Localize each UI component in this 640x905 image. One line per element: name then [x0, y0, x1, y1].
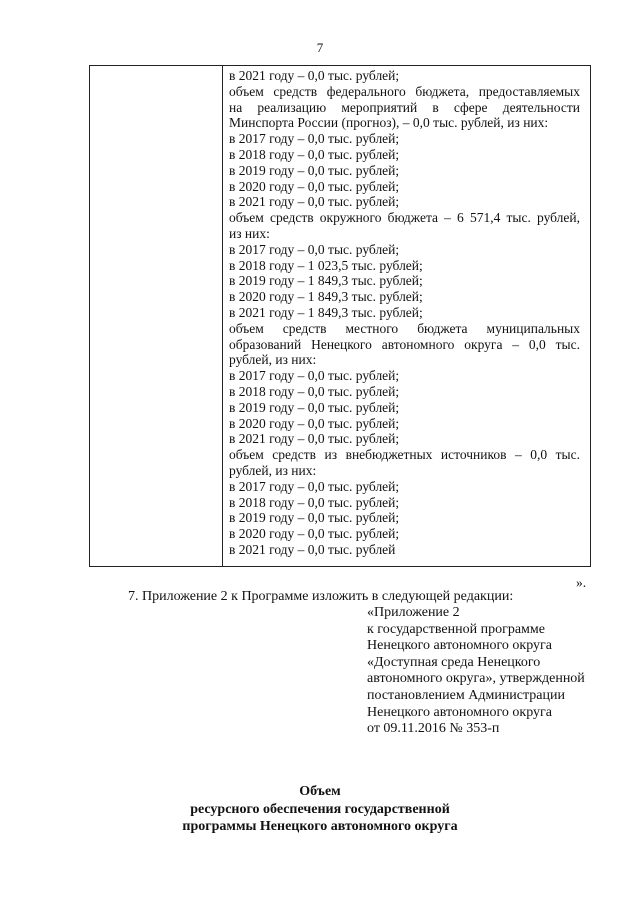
table-line: в 2019 году – 0,0 тыс. рублей;	[229, 399, 400, 415]
heading-line: программы Ненецкого автономного округа	[182, 819, 458, 834]
funding-table	[89, 65, 591, 567]
table-line: в 2018 году – 0,0 тыс. рублей;	[229, 494, 400, 510]
appendix-line: Ненецкого автономного округа	[367, 638, 552, 654]
closing-quote: ».	[576, 575, 587, 590]
table-line: образований Ненецкого автономного округа – 0,0 тыс.	[229, 336, 580, 352]
section-heading	[0, 783, 640, 836]
table-line: рублей, из них:	[229, 462, 317, 478]
table-line: в 2021 году – 0,0 тыс. рублей	[229, 541, 396, 557]
appendix-line: от 09.11.2016 № 353-п	[367, 721, 500, 737]
table-line: в 2017 году – 0,0 тыс. рублей;	[229, 368, 400, 384]
amendment-instruction: 7. Приложение 2 к Программе изложить в следующей редакции:	[128, 589, 514, 604]
appendix-line: «Доступная среда Ненецкого	[367, 654, 541, 670]
table-line: в 2017 году – 0,0 тыс. рублей;	[229, 478, 400, 494]
table-line: в 2018 году – 0,0 тыс. рублей;	[229, 383, 400, 399]
table-line: в 2019 году – 0,0 тыс. рублей;	[229, 162, 400, 178]
table-line: в 2021 году – 0,0 тыс. рублей;	[229, 431, 400, 447]
table-line: в 2021 году – 0,0 тыс. рублей;	[229, 68, 400, 83]
table-line: на реализацию мероприятий в сфере деятельности	[229, 99, 580, 115]
appendix-reference	[367, 605, 585, 738]
table-line: в 2021 году – 1 849,3 тыс. рублей;	[229, 304, 423, 320]
table-line: в 2017 году – 0,0 тыс. рублей;	[229, 241, 400, 257]
table-line: объем средств местного бюджета муниципальных	[229, 320, 580, 336]
page-number: 7	[316, 40, 324, 55]
table-left-cell	[90, 66, 223, 566]
table-right-cell	[229, 68, 580, 558]
table-line: рублей, из них:	[229, 352, 317, 368]
table-line: в 2020 году – 0,0 тыс. рублей;	[229, 178, 400, 194]
table-line: в 2019 году – 1 849,3 тыс. рублей;	[229, 273, 423, 289]
table-line: в 2020 году – 0,0 тыс. рублей;	[229, 526, 400, 542]
table-line: объем средств из внебюджетных источников – 0,0 тыс.	[229, 447, 580, 463]
table-line: в 2020 году – 0,0 тыс. рублей;	[229, 415, 400, 431]
appendix-line: автономного округа», утвержденной	[367, 671, 585, 687]
table-line: из них:	[229, 225, 270, 241]
heading-line: ресурсного обеспечения государственной	[190, 801, 450, 817]
appendix-line: к государственной программе	[367, 621, 545, 637]
appendix-line: Ненецкого автономного округа	[367, 704, 552, 720]
table-line: объем средств окружного бюджета – 6 571,4 тыс. рублей,	[229, 210, 580, 226]
table-line: в 2019 году – 0,0 тыс. рублей;	[229, 510, 400, 526]
table-line: в 2017 году – 0,0 тыс. рублей;	[229, 131, 400, 147]
table-line: в 2020 году – 1 849,3 тыс. рублей;	[229, 289, 423, 305]
heading-line: Объем	[299, 784, 341, 799]
appendix-line: «Приложение 2	[367, 605, 460, 620]
appendix-line: постановлением Администрации	[367, 687, 565, 703]
table-line: в 2021 году – 0,0 тыс. рублей;	[229, 194, 400, 210]
table-line: в 2018 году – 0,0 тыс. рублей;	[229, 146, 400, 162]
table-line: объем средств федерального бюджета, предоставляемых	[229, 83, 580, 99]
table-line: в 2018 году – 1 023,5 тыс. рублей;	[229, 257, 423, 273]
table-line: Минспорта России (прогноз), – 0,0 тыс. рублей, из них:	[229, 115, 549, 131]
